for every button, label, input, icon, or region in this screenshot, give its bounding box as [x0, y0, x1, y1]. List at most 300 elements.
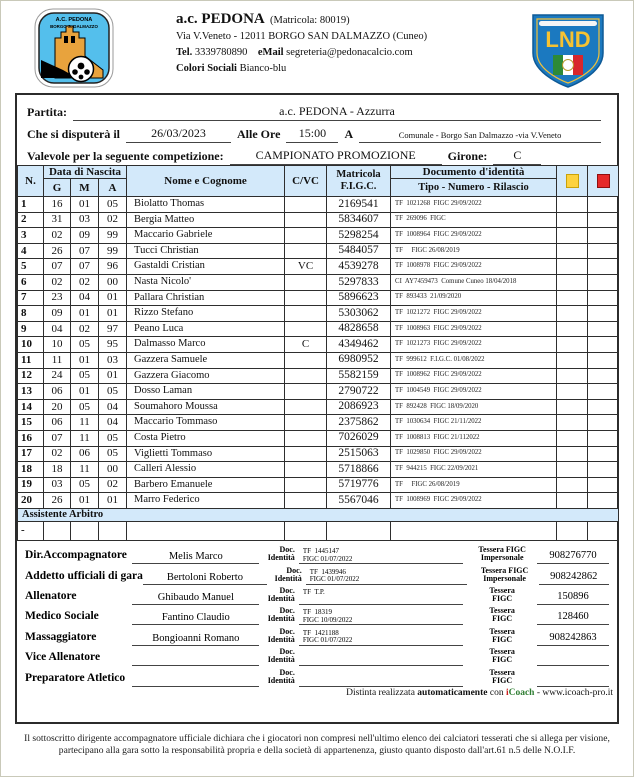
player-name: Pallara Christian — [127, 290, 285, 306]
tessera-label-line2: Impersonale — [480, 553, 524, 563]
matricola-figc: 5582159 — [327, 368, 391, 384]
captain-flag — [285, 430, 327, 446]
tessera-label-line1: Tessera — [489, 606, 515, 616]
tessera-label — [469, 628, 535, 646]
tessera-number-value: 908276770 — [549, 550, 597, 562]
red-card-cell — [588, 430, 619, 446]
player-number: 3 — [18, 228, 44, 244]
yellow-card-cell — [557, 477, 588, 493]
staff-row — [25, 666, 609, 686]
staff-doc-field — [299, 671, 464, 687]
colors-value: Bianco-blu — [239, 63, 287, 74]
player-name: Soumahoro Moussa — [127, 399, 285, 415]
roster-table — [17, 165, 619, 541]
birth-day: 26 — [44, 243, 71, 259]
tessera-label-line1: Tessera — [489, 647, 515, 657]
doc-value-line2: FIGC 01/07/2022 — [302, 636, 353, 645]
captain-flag — [285, 321, 327, 337]
staff-name-value: Bertoloni Roberto — [166, 571, 243, 583]
col-birth: Data di Nascita — [44, 166, 127, 179]
red-card-cell — [588, 212, 619, 228]
birth-month: 05 — [71, 368, 99, 384]
birth-year: 99 — [99, 228, 127, 244]
table-row — [18, 415, 619, 431]
yellow-card-cell — [557, 399, 588, 415]
matricola-figc: 4828658 — [327, 321, 391, 337]
table-row — [18, 259, 619, 275]
players-body — [18, 197, 619, 509]
staff-name-field — [143, 572, 267, 585]
matricola-figc: 4349462 — [327, 337, 391, 353]
staff-name-field — [132, 651, 259, 666]
yellow-card-cell — [557, 384, 588, 400]
doc-label-line2: Identità — [267, 655, 295, 665]
icoach-brand-rest: Coach — [508, 687, 535, 698]
tessera-label-line2: FIGC — [492, 655, 513, 665]
documento-identita: TF 1008962 FIGC 29/09/2022 — [391, 368, 557, 384]
birth-year: 05 — [99, 446, 127, 462]
colors-label: Colori Sociali — [176, 63, 237, 74]
birth-year: 01 — [99, 290, 127, 306]
birth-year: 00 — [99, 274, 127, 290]
club-colors — [176, 61, 427, 77]
table-row — [18, 368, 619, 384]
table-row — [18, 321, 619, 337]
staff-row — [25, 646, 609, 666]
table-row — [18, 446, 619, 462]
doc-label-line2: Identità — [267, 594, 295, 604]
player-number: 10 — [18, 337, 44, 353]
birth-year: 04 — [99, 399, 127, 415]
birth-month: 07 — [71, 259, 99, 275]
birth-month: 01 — [71, 384, 99, 400]
red-card-icon — [597, 174, 610, 188]
yellow-card-cell — [557, 321, 588, 337]
icoach-brand-i: i — [505, 687, 509, 698]
table-row — [18, 352, 619, 368]
doc-label-line2: Identità — [267, 675, 295, 685]
venue-field: Comunale - Borgo San Dalmazzo -via V.Veneto — [359, 130, 601, 143]
table-row — [18, 477, 619, 493]
table-row — [18, 462, 619, 478]
captain-flag: VC — [285, 259, 327, 275]
staff-doc-field — [299, 609, 464, 625]
tessera-label — [473, 567, 537, 585]
birth-year: 95 — [99, 337, 127, 353]
tessera-number-field — [537, 632, 609, 646]
birth-month: 01 — [71, 493, 99, 509]
red-card-cell — [588, 352, 619, 368]
player-name: Barbero Emanuele — [127, 477, 285, 493]
staff-doc-field — [299, 630, 464, 646]
birth-year: 01 — [99, 306, 127, 322]
captain-flag — [285, 197, 327, 213]
red-card-cell — [588, 228, 619, 244]
staff-doc-field — [306, 569, 467, 585]
red-card-cell — [588, 493, 619, 509]
birth-year: 05 — [99, 430, 127, 446]
birth-month: 02 — [71, 274, 99, 290]
club-crest-icon — [33, 8, 115, 88]
page-header — [1, 1, 633, 93]
staff-doc-field — [299, 548, 464, 564]
staff-row — [25, 585, 609, 605]
player-name: Gazzera Giacomo — [127, 368, 285, 384]
time-field: 15:00 — [286, 126, 338, 143]
doc-label-line1: Doc. — [279, 667, 295, 677]
staff-role-label: Addetto ufficiali di gara — [25, 569, 143, 582]
player-number: 4 — [18, 243, 44, 259]
doc-value-line1: TF 18319 — [302, 608, 332, 617]
date-label: Che si disputerà il — [27, 127, 121, 141]
birth-day: 02 — [44, 446, 71, 462]
matricola-figc: 5297833 — [327, 274, 391, 290]
documento-identita: TF 1008969 FIGC 29/09/2022 — [391, 493, 557, 509]
staff-name-field — [132, 551, 259, 564]
birth-day: 06 — [44, 384, 71, 400]
captain-flag — [285, 212, 327, 228]
doc-label-line2: Identità — [267, 553, 295, 563]
player-number: 9 — [18, 321, 44, 337]
tessera-number-field — [537, 591, 609, 605]
player-number: 1 — [18, 197, 44, 213]
table-row — [18, 337, 619, 353]
partita-field: a.c. PEDONA - Azzurra — [73, 104, 601, 121]
col-matricola-line2: F.I.G.C. — [340, 181, 377, 192]
yellow-card-cell — [557, 243, 588, 259]
birth-day: 07 — [44, 430, 71, 446]
yellow-card-cell — [557, 290, 588, 306]
player-name: Viglietti Tommaso — [127, 446, 285, 462]
staff-name-field — [132, 672, 259, 687]
doc-identita-label — [265, 607, 295, 625]
captain-flag: C — [285, 337, 327, 353]
birth-day: 23 — [44, 290, 71, 306]
player-name: Gazzera Samuele — [127, 352, 285, 368]
player-name: Biolatto Thomas — [127, 197, 285, 213]
staff-row — [25, 605, 609, 625]
tel-value: 3339780890 — [194, 47, 248, 58]
birth-month: 04 — [71, 290, 99, 306]
birth-year: 02 — [99, 477, 127, 493]
distinta-text1: Distinta realizzata — [346, 687, 418, 698]
doc-identita-label — [265, 669, 295, 687]
competition-line — [17, 143, 617, 165]
captain-flag — [285, 274, 327, 290]
player-number: 6 — [18, 274, 44, 290]
birth-month: 09 — [71, 228, 99, 244]
player-number: 7 — [18, 290, 44, 306]
doc-label-line1: Doc. — [279, 606, 295, 616]
matricola-figc: 5718866 — [327, 462, 391, 478]
tessera-label-line2: FIGC — [492, 634, 513, 644]
red-card-cell — [588, 384, 619, 400]
lnd-logo-icon — [525, 11, 611, 91]
doc-label-line1: Doc. — [279, 626, 295, 636]
player-number: 19 — [18, 477, 44, 493]
birth-month: 01 — [71, 352, 99, 368]
tessera-label-line2: FIGC — [492, 614, 513, 624]
doc-label-line1: Doc. — [279, 545, 295, 555]
doc-value-line2 — [303, 597, 464, 605]
birth-year: 03 — [99, 352, 127, 368]
doc-identita-label — [265, 546, 295, 564]
red-card-cell — [588, 399, 619, 415]
staff-name-field — [132, 633, 259, 646]
tessera-number-field — [537, 611, 609, 625]
captain-flag — [285, 243, 327, 259]
tessera-label — [469, 648, 535, 666]
player-name: Tucci Christian — [127, 243, 285, 259]
red-card-cell — [588, 290, 619, 306]
tessera-number-value: 908242863 — [549, 631, 597, 643]
tessera-number-field — [537, 550, 609, 564]
staff-role-label: Allenatore — [25, 590, 77, 603]
doc-label-line1: Doc. — [286, 565, 302, 575]
table-row — [18, 197, 619, 213]
documento-identita: TF 1021273 FIGC 29/09/2022 — [391, 337, 557, 353]
birth-year: 99 — [99, 243, 127, 259]
captain-flag — [285, 306, 327, 322]
doc-identita-label — [265, 648, 295, 666]
birth-day: 11 — [44, 352, 71, 368]
documento-identita: TF 1030634 FIGC 21/11/2022 — [391, 415, 557, 431]
birth-year: 01 — [99, 493, 127, 509]
doc-value-line1 — [303, 671, 464, 679]
doc-value-line1: TF T.P. — [302, 588, 325, 597]
doc-value-line2 — [303, 658, 464, 666]
captain-flag — [285, 228, 327, 244]
documento-identita: TF 1008964 FIGC 29/09/2022 — [391, 228, 557, 244]
staff-doc-field — [299, 650, 464, 666]
col-cvc: C/VC — [285, 166, 327, 197]
matricola-figc: 5303062 — [327, 306, 391, 322]
documento-identita: TF FIGC 26/08/2019 — [391, 477, 557, 493]
yellow-card-cell — [557, 368, 588, 384]
birth-day: 03 — [44, 477, 71, 493]
doc-value-line1: TF 1445147 — [302, 547, 339, 556]
staff-role-label: Preparatore Atletico — [25, 671, 126, 684]
doc-value-line2: FIGC 10/09/2022 — [302, 615, 353, 624]
table-row — [18, 384, 619, 400]
birth-day: 04 — [44, 321, 71, 337]
matricola-figc: 2169541 — [327, 197, 391, 213]
col-a: A — [99, 179, 127, 197]
staff-role-label: Vice Allenatore — [25, 651, 101, 664]
matricola-figc: 5834607 — [327, 212, 391, 228]
captain-flag — [285, 415, 327, 431]
player-number: 5 — [18, 259, 44, 275]
table-row — [18, 212, 619, 228]
staff-name-field — [132, 612, 259, 625]
tessera-label-line2: Impersonale — [483, 573, 526, 583]
player-number: 12 — [18, 368, 44, 384]
birth-day: 10 — [44, 337, 71, 353]
yellow-card-cell — [557, 337, 588, 353]
assistente-dash: - — [18, 521, 44, 540]
captain-flag — [285, 462, 327, 478]
tessera-label-line2: FIGC — [492, 675, 513, 685]
player-number: 18 — [18, 462, 44, 478]
birth-year: 00 — [99, 462, 127, 478]
staff-role-label: Medico Sociale — [25, 610, 99, 623]
yellow-card-cell — [557, 352, 588, 368]
player-number: 15 — [18, 415, 44, 431]
doc-identita-label — [265, 628, 295, 646]
club-info — [176, 11, 427, 77]
staff-name-value: Bongioanni Romano — [152, 632, 240, 644]
player-number: 16 — [18, 430, 44, 446]
competition-field: CAMPIONATO PROMOZIONE — [230, 148, 442, 165]
lnd-text: LND — [545, 27, 591, 52]
date-field: 26/03/2023 — [126, 126, 231, 143]
doc-label-line2: Identità — [267, 634, 295, 644]
player-name: Calleri Alessio — [127, 462, 285, 478]
tessera-label-line1: Tessera FIGC — [478, 545, 526, 555]
staff-row — [25, 564, 609, 584]
player-name: Gastaldi Cristian — [127, 259, 285, 275]
documento-identita: TF 892428 FIGC 18/09/2020 — [391, 399, 557, 415]
player-name: Rizzo Stefano — [127, 306, 285, 322]
captain-flag — [285, 446, 327, 462]
birth-year: 05 — [99, 384, 127, 400]
date-line — [17, 121, 617, 143]
yellow-card-cell — [557, 306, 588, 322]
documento-identita: TF 944215 FIGC 22/09/2021 — [391, 462, 557, 478]
documento-identita: TF 1021272 FIGC 29/09/2022 — [391, 306, 557, 322]
player-number: 13 — [18, 384, 44, 400]
birth-year: 04 — [99, 415, 127, 431]
captain-flag — [285, 368, 327, 384]
player-name: Bergia Matteo — [127, 212, 285, 228]
tessera-label — [469, 669, 535, 687]
yellow-card-cell — [557, 415, 588, 431]
birth-month: 05 — [71, 477, 99, 493]
matricola-figc: 4539278 — [327, 259, 391, 275]
red-card-cell — [588, 477, 619, 493]
matricola-figc: 2086923 — [327, 399, 391, 415]
doc-value-line1 — [303, 650, 464, 658]
doc-value-line2 — [303, 678, 464, 686]
staff-doc-field — [299, 589, 464, 605]
birth-year: 97 — [99, 321, 127, 337]
player-name: Dalmasso Marco — [127, 337, 285, 353]
staff-row — [25, 625, 609, 645]
assistente-row — [18, 521, 619, 540]
birth-month: 05 — [71, 337, 99, 353]
partita-label: Partita: — [27, 105, 67, 119]
tessera-label — [469, 587, 535, 605]
table-row — [18, 399, 619, 415]
birth-month: 06 — [71, 446, 99, 462]
player-number: 17 — [18, 446, 44, 462]
yellow-card-cell — [557, 212, 588, 228]
club-name: a.c. PEDONA — [176, 11, 265, 27]
red-card-cell — [588, 306, 619, 322]
yellow-card-cell — [557, 274, 588, 290]
birth-day: 09 — [44, 306, 71, 322]
tessera-number-value: 150896 — [557, 591, 589, 603]
col-m: M — [71, 179, 99, 197]
table-row — [18, 228, 619, 244]
birth-month: 01 — [71, 197, 99, 213]
email-label: eMail — [257, 47, 284, 58]
email-value: segreteria@pedonacalcio.com — [286, 47, 413, 58]
tessera-label-line2: FIGC — [492, 594, 513, 604]
documento-identita: TF 1008813 FIGC 21/112022 — [391, 430, 557, 446]
doc-label-line1: Doc. — [279, 647, 295, 657]
player-name: Maccario Gabriele — [127, 228, 285, 244]
documento-identita: TF 1029850 FIGC 29/09/2022 — [391, 446, 557, 462]
yellow-card-cell — [557, 197, 588, 213]
table-row — [18, 306, 619, 322]
birth-year: 02 — [99, 212, 127, 228]
red-card-cell — [588, 197, 619, 213]
player-number: 2 — [18, 212, 44, 228]
red-card-cell — [588, 415, 619, 431]
birth-day: 02 — [44, 228, 71, 244]
disclaimer-text: Il sottoscritto dirigente accompagnatore ufficiale dichiara che i giocatori non compresi nell'ultimo elenco dei calciatori tesserati che si allega per visione, partecipano alla gara sotto la responsabilità propria e della società di appartenenza, giusto quanto disposto dall'art.61 n.5 delle N.O.I.F. — [24, 733, 610, 756]
tessera-label-line1: Tessera — [489, 667, 515, 677]
birth-month: 05 — [71, 399, 99, 415]
captain-flag — [285, 290, 327, 306]
staff-role-label: Massaggiatore — [25, 630, 97, 643]
birth-month: 11 — [71, 430, 99, 446]
club-crest-title: A.C. PEDONA — [55, 17, 93, 23]
red-card-cell — [588, 446, 619, 462]
club-contacts — [176, 45, 427, 61]
staff-name-value: Fantino Claudio — [161, 612, 230, 624]
captain-flag — [285, 352, 327, 368]
yellow-card-cell — [557, 228, 588, 244]
table-row — [18, 243, 619, 259]
time-label: Alle Ore — [237, 127, 281, 141]
club-crest-subtitle: BORGO S. DALMAZZO — [50, 24, 98, 29]
player-number: 20 — [18, 493, 44, 509]
col-matricola — [327, 166, 391, 197]
red-card-cell — [588, 462, 619, 478]
tessera-label-line1: Tessera — [489, 626, 515, 636]
club-address: Via V.Veneto - 12011 BORGO SAN DALMAZZO (Cuneo) — [176, 31, 428, 42]
tessera-label — [469, 546, 535, 564]
documento-identita: TF 1004549 FIGC 29/09/2022 — [391, 384, 557, 400]
staff-row — [25, 544, 609, 564]
staff-name-value: Ghibaudo Manuel — [157, 592, 234, 604]
documento-identita: TF FIGC 26/08/2019 — [391, 243, 557, 259]
col-doc-sub: Tipo - Numero - Rilascio — [391, 179, 557, 197]
birth-year: 96 — [99, 259, 127, 275]
birth-day: 16 — [44, 197, 71, 213]
yellow-card-icon — [566, 174, 579, 188]
doc-label-line1: Doc. — [279, 586, 295, 596]
tessera-number-field — [539, 571, 609, 585]
doc-value-line2: FIGC 01/07/2022 — [302, 554, 353, 563]
tessera-number-field — [537, 650, 609, 666]
table-row — [18, 274, 619, 290]
tessera-label-line1: Tessera — [489, 586, 515, 596]
matricola-figc: 5567046 — [327, 493, 391, 509]
tessera-number-field — [537, 671, 609, 687]
doc-identita-label — [265, 587, 295, 605]
birth-month: 11 — [71, 415, 99, 431]
tessera-label-line1: Tessera FIGC — [480, 565, 529, 575]
red-card-cell — [588, 243, 619, 259]
col-g: G — [44, 179, 71, 197]
yellow-card-cell — [557, 259, 588, 275]
staff-name-value: Melis Marco — [168, 551, 223, 563]
birth-month: 01 — [71, 306, 99, 322]
club-matricola: (Matricola: 80019) — [270, 15, 350, 26]
